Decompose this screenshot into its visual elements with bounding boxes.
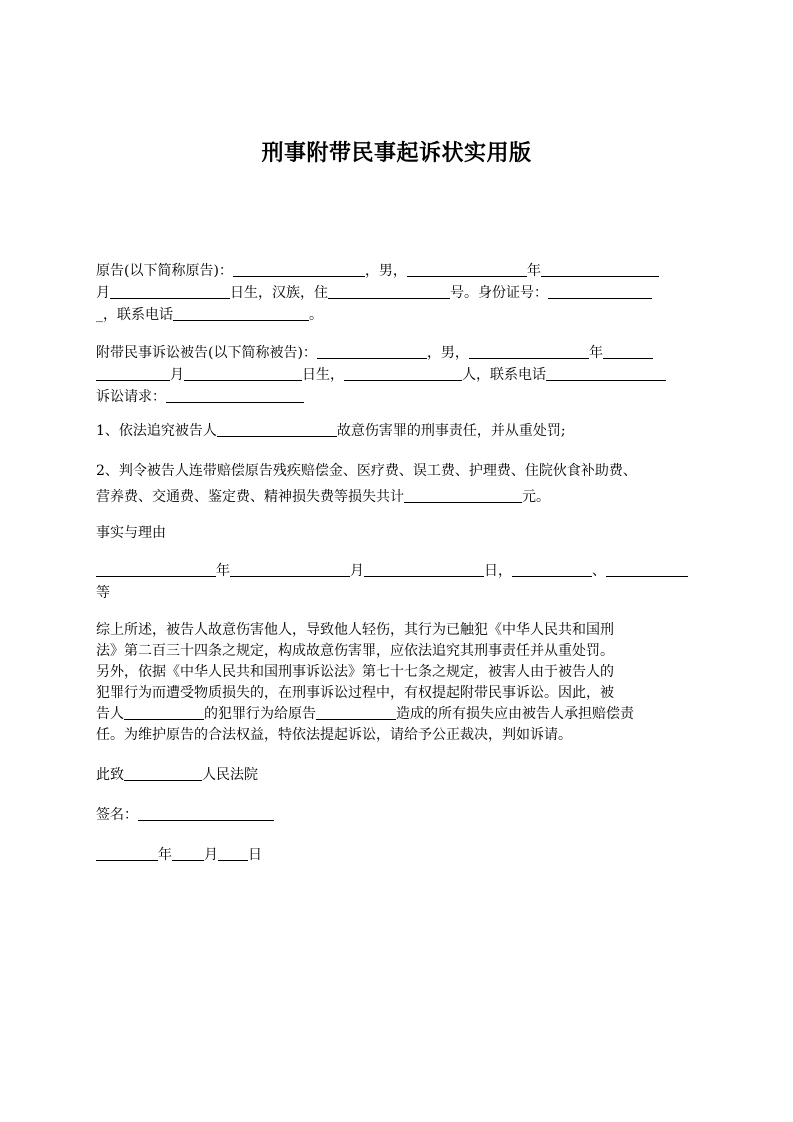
signature-blank[interactable] xyxy=(138,806,274,821)
defendant-line-1: 附带民事诉讼被告(以下简称被告)： ，男， 年 xyxy=(96,342,698,364)
birth-month-blank[interactable] xyxy=(110,284,230,299)
facts-heading: 事实与理由 xyxy=(96,525,166,541)
summary-defendant-blank[interactable] xyxy=(124,705,204,720)
facts-date-line: 年 月 日， 、 等 xyxy=(96,560,698,604)
defendant-section xyxy=(96,342,698,408)
birth-year-blank-2[interactable] xyxy=(541,262,659,277)
claims-blank[interactable] xyxy=(166,388,304,403)
person-b-blank[interactable] xyxy=(606,562,688,577)
birth-year-blank[interactable] xyxy=(407,262,527,277)
document-title: 刑事附带民事起诉状实用版 xyxy=(261,141,532,166)
defendant-name-blank[interactable] xyxy=(317,344,427,359)
claims-heading-line: 诉讼请求： xyxy=(96,386,698,408)
plaintiff-name-blank[interactable] xyxy=(233,262,365,277)
defendant-year-blank[interactable] xyxy=(469,344,589,359)
defendant-origin-blank[interactable] xyxy=(344,366,462,381)
claim-1: 1、依法追究被告人 故意伤害罪的刑事责任，并从重处罚; xyxy=(96,423,566,439)
plaintiff-line-1: 原告(以下简称原告)： ，男， 年 xyxy=(96,260,698,282)
person-a-blank[interactable] xyxy=(512,562,592,577)
defendant-phone-blank[interactable] xyxy=(546,366,666,381)
summary-plaintiff-blank[interactable] xyxy=(316,705,396,720)
court-name-blank[interactable] xyxy=(124,766,202,781)
defendant-year-blank-2[interactable] xyxy=(603,344,653,359)
claim-2: 2、判令被告人连带赔偿原告残疾赔偿金、医疗费、误工费、护理费、住院伙食补助费、 营养费、交通费、鉴定费、精神损失费等损失共计 元。 xyxy=(96,463,637,505)
sign-day-blank[interactable] xyxy=(218,846,248,861)
plaintiff-line-3: _，联系电话 。 xyxy=(96,307,323,323)
sign-year-blank[interactable] xyxy=(96,846,158,861)
addressee-line: 此致 人民法院 xyxy=(96,767,258,783)
event-day-blank[interactable] xyxy=(364,562,484,577)
signature-line: 签名： xyxy=(96,804,698,826)
sign-month-blank[interactable] xyxy=(172,846,204,861)
event-month-blank[interactable] xyxy=(230,562,350,577)
total-loss-blank[interactable] xyxy=(404,488,522,503)
address-blank[interactable] xyxy=(328,284,450,299)
defendant-line-2: 月 日生， 人，联系电话 xyxy=(96,364,698,386)
defendant-day-blank[interactable] xyxy=(184,366,302,381)
claim-defendant-name-blank[interactable] xyxy=(217,422,337,437)
summary-paragraph: 综上所述，被告人故意伤害他人，导致他人轻伤，其行为已触犯《中华人民共和国刑 法》第二百三十四条之规定，构成故意伤害罪，应依法追究其刑事责任并从重处罚。 另外，依据《中华人民共和国刑事诉讼法》第七十七条之规定，被害人由于被告人的 犯罪行为而遭受物质损失的，在刑事诉讼过程中，有权提起附带民事诉讼。因此，被 告人 的犯罪行为给原告 造成的所有损失应由被告人承担赔偿责 任。为维护原告的合法权益，特依法提起诉讼，请给予公正裁决，判如诉请。 xyxy=(96,622,634,743)
event-year-blank[interactable] xyxy=(96,562,216,577)
plaintiff-section xyxy=(96,260,698,326)
plaintiff-line-2: 月 日生，汉族，住 号。身份证号： xyxy=(96,282,698,304)
plaintiff-phone-blank[interactable] xyxy=(173,306,309,321)
id-number-blank[interactable] xyxy=(548,284,652,299)
defendant-month-lead-blank[interactable] xyxy=(96,366,170,381)
date-line: 年 月 日 xyxy=(96,844,698,866)
